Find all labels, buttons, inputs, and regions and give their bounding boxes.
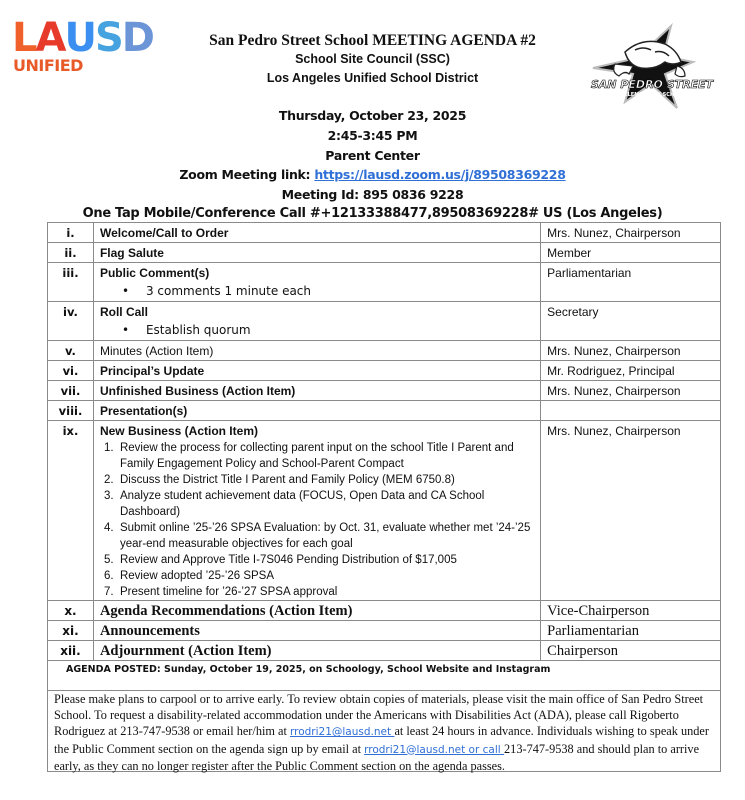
- list-number: 2.: [103, 474, 114, 486]
- agenda-row: [48, 243, 721, 263]
- logo-letter-u: U: [64, 15, 95, 61]
- bullet-text: Establish quorum: [145, 323, 251, 337]
- meeting-date: Thursday, October 23, 2025: [278, 108, 467, 123]
- item-cell: [93, 302, 540, 341]
- item-number: x.: [48, 601, 94, 621]
- item-title: Roll Call: [99, 305, 148, 319]
- zoom-label: Zoom Meeting link:: [179, 167, 315, 182]
- agenda-table: [47, 222, 721, 691]
- list-number: 6.: [103, 570, 114, 582]
- item-number: v.: [48, 341, 94, 361]
- logo-letter-d: D: [121, 15, 153, 61]
- list-text: Review and Approve Title I-7S046 Pending Distribution of $17,005: [119, 554, 457, 566]
- item-title: Welcome/Call to Order: [93, 223, 540, 243]
- bullet-icon: •: [121, 284, 130, 298]
- item-bullet: [100, 321, 534, 339]
- list-text: Review adopted ’25-’26 SPSA: [119, 570, 275, 582]
- list-text: Submit online ’25-’26 SPSA Evaluation: by Oct. 31, evaluate whether met ’24-’25 year-end measurable objectives for each goal: [119, 522, 531, 550]
- agenda-row: [48, 263, 721, 302]
- list-number: 7.: [103, 586, 114, 598]
- agenda-row: [48, 223, 721, 243]
- item-number: ix.: [48, 421, 94, 601]
- lausd-unified-text: UNIFIED: [13, 56, 83, 75]
- agenda-row: [48, 381, 721, 401]
- list-item: [104, 584, 534, 600]
- list-number: 5.: [103, 554, 114, 566]
- bullet-icon: •: [121, 323, 130, 337]
- item-presenter: Chairperson: [541, 641, 721, 661]
- item-bullet: [100, 282, 534, 300]
- list-item: [104, 472, 534, 488]
- list-number: 3.: [103, 490, 114, 502]
- agenda-posted-text: AGENDA POSTED: Sunday, October 19, 2025, on Schoology, School Website and Instagram: [48, 661, 721, 691]
- notice-text-2: at least 24 hours in advance. Individuals wishing to speak under the Public Comment section on the agenda sign up by email at: [54, 724, 709, 756]
- list-text: Review the process for collecting parent input on the school Title I Parent and Family Engagement Policy and School-Parent Compact: [119, 442, 514, 470]
- item-title: Flag Salute: [93, 243, 540, 263]
- item-presenter: Parliamentarian: [541, 621, 721, 641]
- agenda-row: [48, 621, 721, 641]
- item-number: xii.: [48, 641, 94, 661]
- list-item: [104, 520, 534, 552]
- agenda-row: [48, 421, 721, 601]
- logo-letter-a: A: [35, 15, 65, 61]
- list-item: [104, 568, 534, 584]
- item-title: Unfinished Business (Action Item): [93, 381, 540, 401]
- item-title: Agenda Recommendations (Action Item): [93, 601, 540, 621]
- school-logo-subtitle: ELEMENTARY SCHOOL: [624, 92, 686, 98]
- item-number: iv.: [48, 302, 94, 341]
- list-number: 4.: [103, 522, 114, 534]
- notice-text-3: 213-747-9538 and should plan to arrive early, as they can no longer register after the Public Comment section on the agenda passes.: [54, 741, 700, 773]
- agenda-row: [48, 401, 721, 421]
- logo-letter-l: L: [12, 15, 36, 61]
- agenda-row: [48, 341, 721, 361]
- agenda-title: San Pedro Street School MEETING AGENDA #2: [209, 32, 536, 49]
- zoom-meeting-line: [0, 167, 745, 182]
- item-presenter: Mrs. Nunez, Chairperson: [541, 223, 721, 243]
- agenda-row: [48, 361, 721, 381]
- item-title: Announcements: [93, 621, 540, 641]
- item-presenter: [541, 401, 721, 421]
- item-presenter: Member: [541, 243, 721, 263]
- meeting-location: Parent Center: [325, 148, 420, 163]
- agenda-row: [48, 302, 721, 341]
- item-title: Adjournment (Action Item): [93, 641, 540, 661]
- notice-text-1: Please make plans to carpool or to arrive early. To review obtain copies of materials, please visit the main office of San Pedro Street School. To request a disability-related accommodation under the Americans with Disabilities Act (ADA), please call Rigoberto Rodriguez at 213-747-9538 or email her/him at: [54, 692, 704, 739]
- list-item: [104, 440, 534, 472]
- list-number: 1.: [103, 442, 114, 454]
- email-link-2[interactable]: rrodri21@lausd.net or call: [364, 743, 505, 756]
- item-presenter: Mrs. Nunez, Chairperson: [541, 381, 721, 401]
- item-number: vi.: [48, 361, 94, 381]
- meeting-id: Meeting Id: 895 0836 9228: [281, 187, 464, 202]
- item-presenter: Mrs. Nunez, Chairperson: [541, 341, 721, 361]
- item-cell: [93, 263, 540, 302]
- district-name: Los Angeles Unified School District: [266, 71, 479, 85]
- email-link-1[interactable]: rrodri21@lausd.net: [289, 726, 395, 739]
- item-presenter: Parliamentarian: [541, 263, 721, 302]
- council-name: School Site Council (SSC): [295, 52, 450, 66]
- item-number: xi.: [48, 621, 94, 641]
- item-presenter: Mrs. Nunez, Chairperson: [541, 421, 721, 601]
- zoom-link[interactable]: https://lausd.zoom.us/j/89508369228: [314, 167, 566, 182]
- item-number: viii.: [48, 401, 94, 421]
- meeting-notice: [47, 687, 721, 772]
- item-number: iii.: [48, 263, 94, 302]
- agenda-posted-row: [48, 661, 721, 691]
- item-title: Principal’s Update: [93, 361, 540, 381]
- list-text: Analyze student achievement data (FOCUS, Open Data and CA School Dashboard): [119, 490, 485, 518]
- item-presenter: Secretary: [541, 302, 721, 341]
- logo-letter-s: S: [94, 15, 122, 61]
- new-business-list: [100, 440, 534, 600]
- bullet-text: 3 comments 1 minute each: [145, 284, 312, 298]
- item-cell: [93, 421, 540, 601]
- one-tap-call: One Tap Mobile/Conference Call #+12133388477,89508369228# US (Los Angeles): [82, 206, 663, 221]
- list-item: [104, 488, 534, 520]
- item-title: New Business (Action Item): [99, 424, 258, 438]
- list-item: [104, 552, 534, 568]
- item-presenter: Mr. Rodriguez, Principal: [541, 361, 721, 381]
- meeting-time: 2:45-3:45 PM: [327, 128, 418, 143]
- item-number: ii.: [48, 243, 94, 263]
- agenda-row: [48, 641, 721, 661]
- item-title: Presentation(s): [93, 401, 540, 421]
- item-number: i.: [48, 223, 94, 243]
- item-presenter: Vice-Chairperson: [541, 601, 721, 621]
- item-number: vii.: [48, 381, 94, 401]
- school-logo-name: SAN PEDRO STREET: [590, 78, 714, 91]
- agenda-row: [48, 601, 721, 621]
- list-text: Present timeline for ’26-’27 SPSA approval: [119, 586, 338, 598]
- item-title: Public Comment(s): [99, 266, 210, 280]
- list-text: Discuss the District Title I Parent and Family Policy (MEM 6750.8): [119, 474, 455, 486]
- item-title: Minutes (Action Item): [93, 341, 540, 361]
